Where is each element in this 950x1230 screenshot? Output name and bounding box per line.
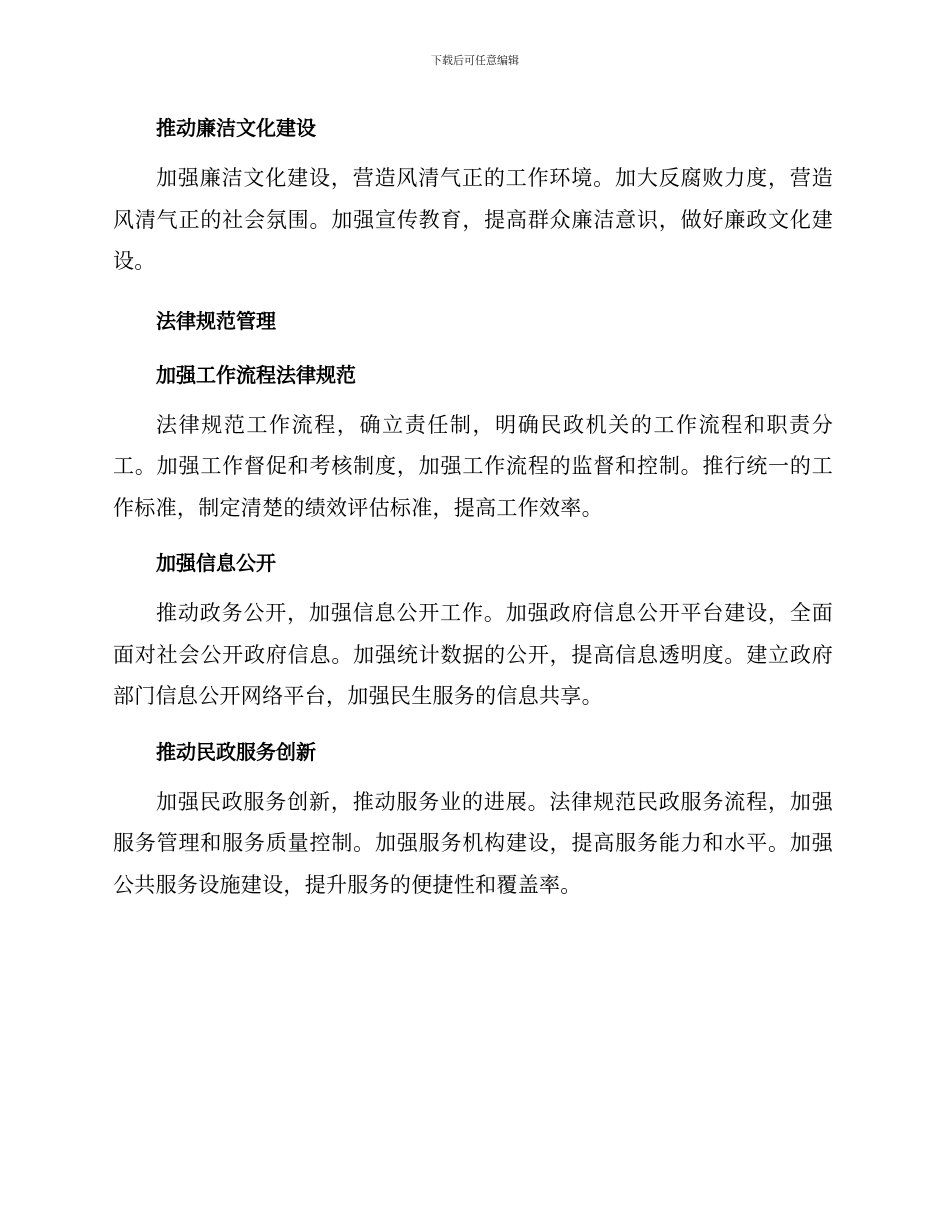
section-paragraph: 推动政务公开，加强信息公开工作。加强政府信息公开平台建设，全面面对社会公开政府信息。加强统计数据的公开，提高信息透明度。建立政府部门信息公开网络平台，加强民生服务的信息共享。	[113, 601, 833, 708]
document-body	[113, 108, 833, 912]
section-paragraph: 加强民政服务创新，推动服务业的进展。法律规范民政服务流程，加强服务管理和服务质量控制。加强服务机构建设，提高服务能力和水平。加强公共服务设施建设，提升服务的便捷性和覆盖率。	[113, 789, 833, 897]
section-paragraph: 加强廉洁文化建设，营造风清气正的工作环境。加大反腐败力度，营造风清气正的社会氛围。加强宣传教育，提高群众廉洁意识，做好廉政文化建设。	[113, 166, 833, 273]
section-heading: 推动民政服务创新	[156, 739, 316, 764]
section-heading: 法律规范管理	[156, 308, 276, 333]
section-heading: 推动廉洁文化建设	[156, 116, 316, 140]
section-heading: 加强信息公开	[156, 551, 276, 575]
page-header-note: 下载后可任意编辑	[431, 54, 519, 67]
section-paragraph: 法律规范工作流程，确立责任制，明确民政机关的工作流程和职责分工。加强工作督促和考核制度，加强工作流程的监督和控制。推行统一的工作标准，制定清楚的绩效评估标准，提高工作效率。	[113, 412, 833, 520]
section-heading: 加强工作流程法律规范	[156, 362, 356, 387]
